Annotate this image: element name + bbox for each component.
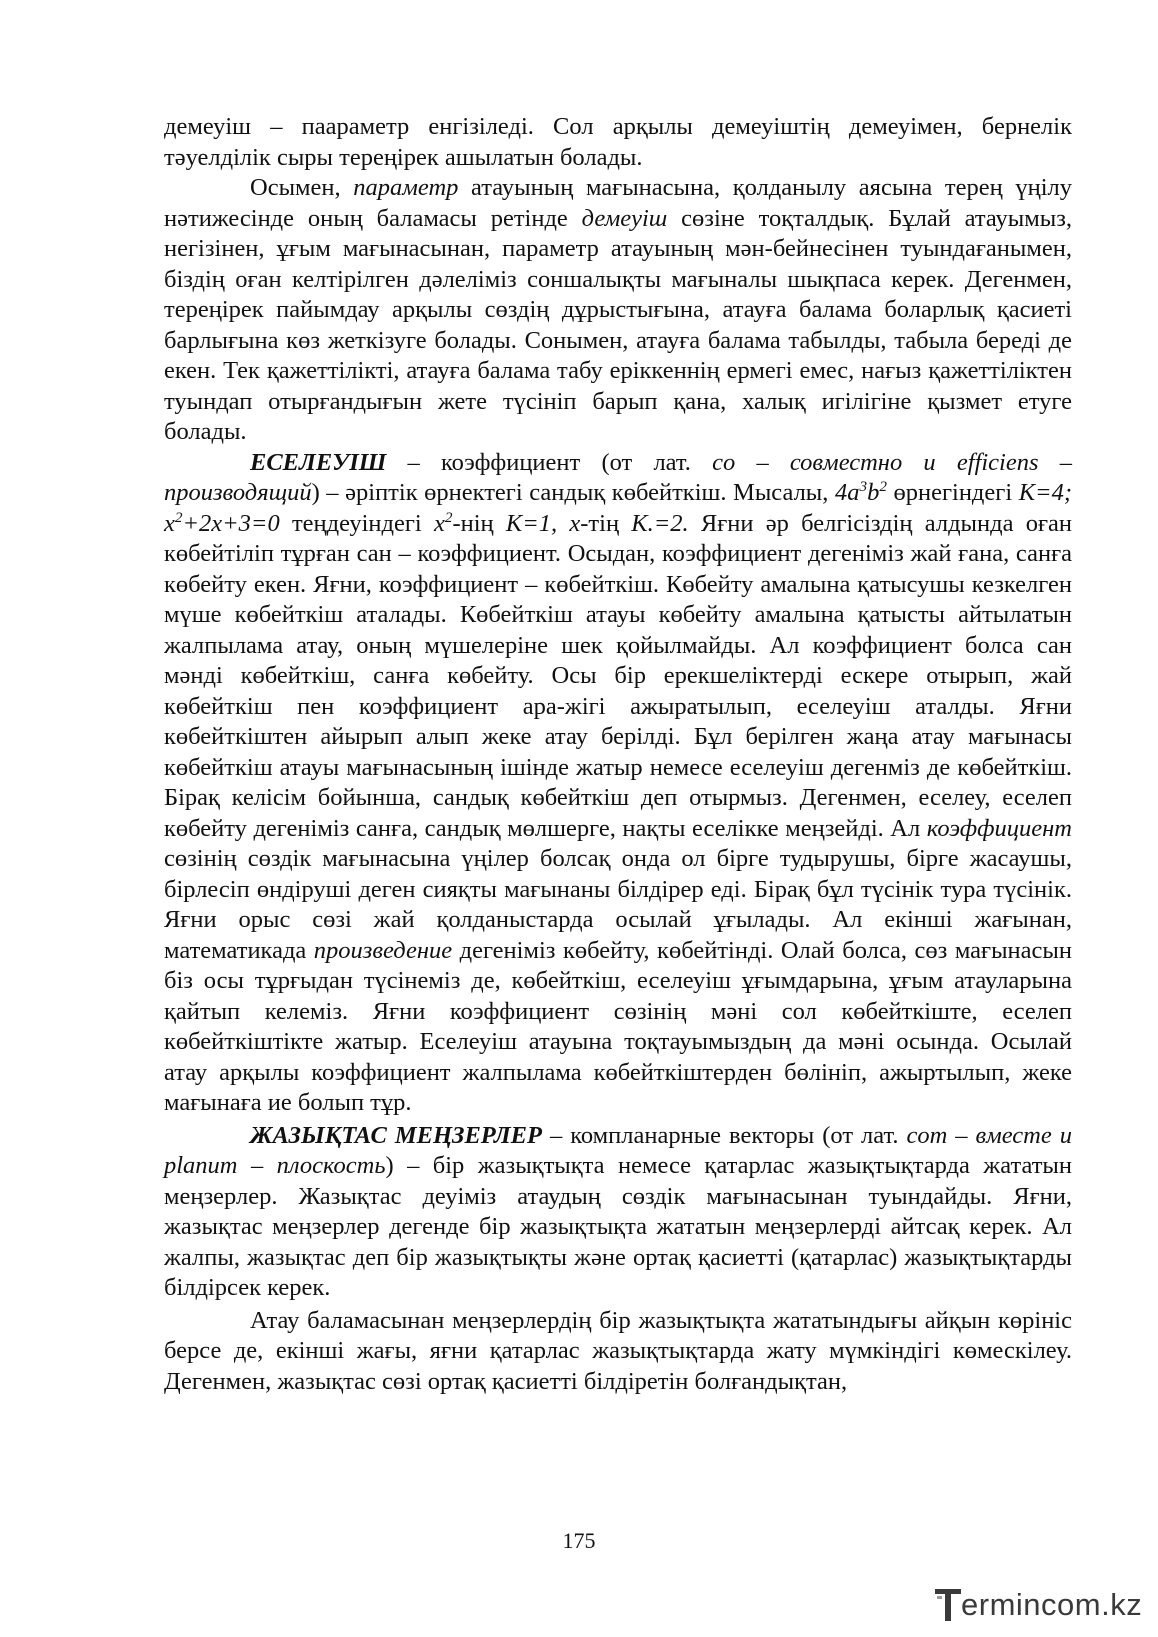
paragraph-komplanarnye xyxy=(164,1121,1072,1304)
text-run: ) – әріптік өрнектегі сандық көбейткіш. Мысалы, xyxy=(311,479,835,506)
paragraph-koefficient xyxy=(164,448,1072,1119)
text-run: 4a xyxy=(834,479,860,506)
text-run: com – вместе и planum – плоскость xyxy=(164,1121,1072,1179)
text-run: +2x+3=0 xyxy=(182,509,280,537)
text-run: дегеніміз көбейту, көбейтінді. Олай болса, сөз мағынасын біз осы тұрғыдан түсінеміз де, көбейткіш, еселеуіш ұғымдарына, ұғым атауларына қайтып келеміз. Яғни коэффициент сөзінің мәні сол көбейткіште, еселеп көбейткіштікте жатыр. Еселеуіш атауына тоқтауымыздың да мәні осында. Осылай атау арқылы коэффициент жалпылама көбейткіштерден бөлініп, ажыртылып, жеке мағынаға ие болып тұр. xyxy=(164,936,1072,1116)
termincom-watermark xyxy=(935,1584,1142,1626)
text-run: – компланарные векторы (от лат. xyxy=(541,1121,907,1149)
watermark-text: ermincom.kz xyxy=(961,1587,1143,1622)
text-run: K=1, x xyxy=(505,509,581,537)
text-run: 2 xyxy=(174,508,183,526)
text-run: – коэффициент (от лат. xyxy=(386,448,713,476)
text-run: атауының мағынасына, қолданылу аясына терең үңілу нәтижесінде оның баламасы ретінде xyxy=(164,174,1072,232)
text-run: 2 xyxy=(879,477,887,495)
text-run: Атау баламасынан меңзерлердің бір жазықтықта жататындығы айқын көрініс берсе де, екінші жағы, яғни қатарлас жазықтықтарда жату мүмкіндігі көмескілеу. Дегенмен, жазықтас сөзі ортақ қасиетті білдіретін болғандықтан, xyxy=(164,1306,1072,1395)
text-run: 2 xyxy=(444,508,453,526)
termincom-logo-icon xyxy=(935,1587,961,1623)
text-run: co – совместно и efficiens – производящий xyxy=(164,448,1072,506)
paragraph-atau-balamasy xyxy=(164,1306,1072,1398)
text-run: демеуіш xyxy=(581,204,668,232)
text-run: Осымен, xyxy=(250,174,354,201)
text-run: теңдеуіндегі xyxy=(279,509,434,537)
page-number: 175 xyxy=(562,1528,596,1553)
paragraph-1 xyxy=(164,112,1072,173)
text-run: K.=2. xyxy=(631,509,689,537)
text-run: сөзінің сөздік мағынасына үңілер болсақ онда ол бірге тудырушы, бірге жасаушы, бірлесіп өндіруші деген сияқты мағынаны білдірер еді. Бірақ бұл түсінік тура түсінік. Яғни орыс сөзі жай қолданыстарда осылай ұғылады. Ал екінші жағынан, математикада xyxy=(164,845,1072,964)
text-run: параметр xyxy=(353,174,459,201)
text-run: сөзіне тоқталдық. Бұлай атауымыз, негізінен, ұғым мағынасынан, параметр атауының мән-бейнесінен туындағанымен, біздің оған келтірілген дәлеліміз соншалықты мағыналы шықпаса керек. Дегенмен, тереңірек пайымдау арқылы сөздің дұрыстығына, атауға балама боларлық қасиеті барлығына көз жеткізуге болады. Сонымен, атауға балама табылды, табыла береді де екен. Тек қажеттілікті, атауға балама табу еріккеннің ермегі емес, нағыз қажеттіліктен туындап отырғандығын жете түсініп барып қана, халық игілігіне қызмет етуге болады. xyxy=(164,204,1073,445)
text-run: коэффициент xyxy=(926,814,1072,842)
text-run: ЕСЕЛЕУІШ xyxy=(250,448,387,476)
text-run: 3 xyxy=(859,477,868,495)
text-run: ЖАЗЫҚТАС МЕҢЗЕРЛЕР xyxy=(250,1121,542,1149)
text-run: өрнегіндегі xyxy=(886,479,1019,506)
text-run: -нің xyxy=(452,509,506,537)
text-run: демеуіш – паараметр енгізіледі. Сол арқылы демеуіштің демеуімен, бернелік тәуелділік сыры тереңірек ашылатын болады. xyxy=(164,113,1072,171)
text-run: b xyxy=(867,479,880,506)
text-run: -тің xyxy=(580,509,632,537)
text-run: K=4; x xyxy=(164,479,1072,537)
text-run: ) – бір жазықтықта немесе қатарлас жазықтықтарда жататын меңзерлер. Жазықтас деуіміз атаудың сөздік мағынасынан туындайды. Яғни, жазықтас меңзерлер дегенде бір жазықтықта жататын меңзерлерді айтсақ керек. Ал жалпы, жазықтас деп бір жазықтықты және ортақ қасиетті (қатарлас) жазықтықтарды білдірсек керек. xyxy=(164,1152,1072,1301)
text-run: Яғни әр белгісіздің алдында оған көбейтіліп тұрған сан – коэффициент. Осыдан, коэффициент дегеніміз жай ғана, санға көбейту екен. Яғни, коэффициент – көбейткіш. Көбейту амалына қатысушы кезкелген мүше көбейткіш аталады. Көбейткіш атауы көбейту амалына қатысты айтылатын жалпылама атау, оның мүшелеріне шек қойылмайды. Ал коэффициент болса сан мәнді көбейткіш, санға көбейту. Осы бір ерекшеліктерді ескере отырып, жай көбейткіш пен коэффициент ара-жігі ажыратылып, еселеуіш аталды. Яғни көбейткіштен айырып алып жеке атау берілді. Бұл берілген жаңа атау мағынасы көбейткіш атауы мағынасының ішінде жатыр немесе еселеуіш дегенміз де көбейткіш. Бірақ келісім бойынша, сандық көбейткіш деп отырмыз. Дегенмен, еселеу, еселеп көбейту дегеніміз санға, сандық мөлшерге, нақты еселікке меңзейді. Ал xyxy=(164,509,1072,842)
text-run: x xyxy=(433,509,445,537)
paragraph-parametr xyxy=(164,173,1072,448)
document-body xyxy=(164,112,1072,1397)
text-run: произведение xyxy=(313,936,453,964)
